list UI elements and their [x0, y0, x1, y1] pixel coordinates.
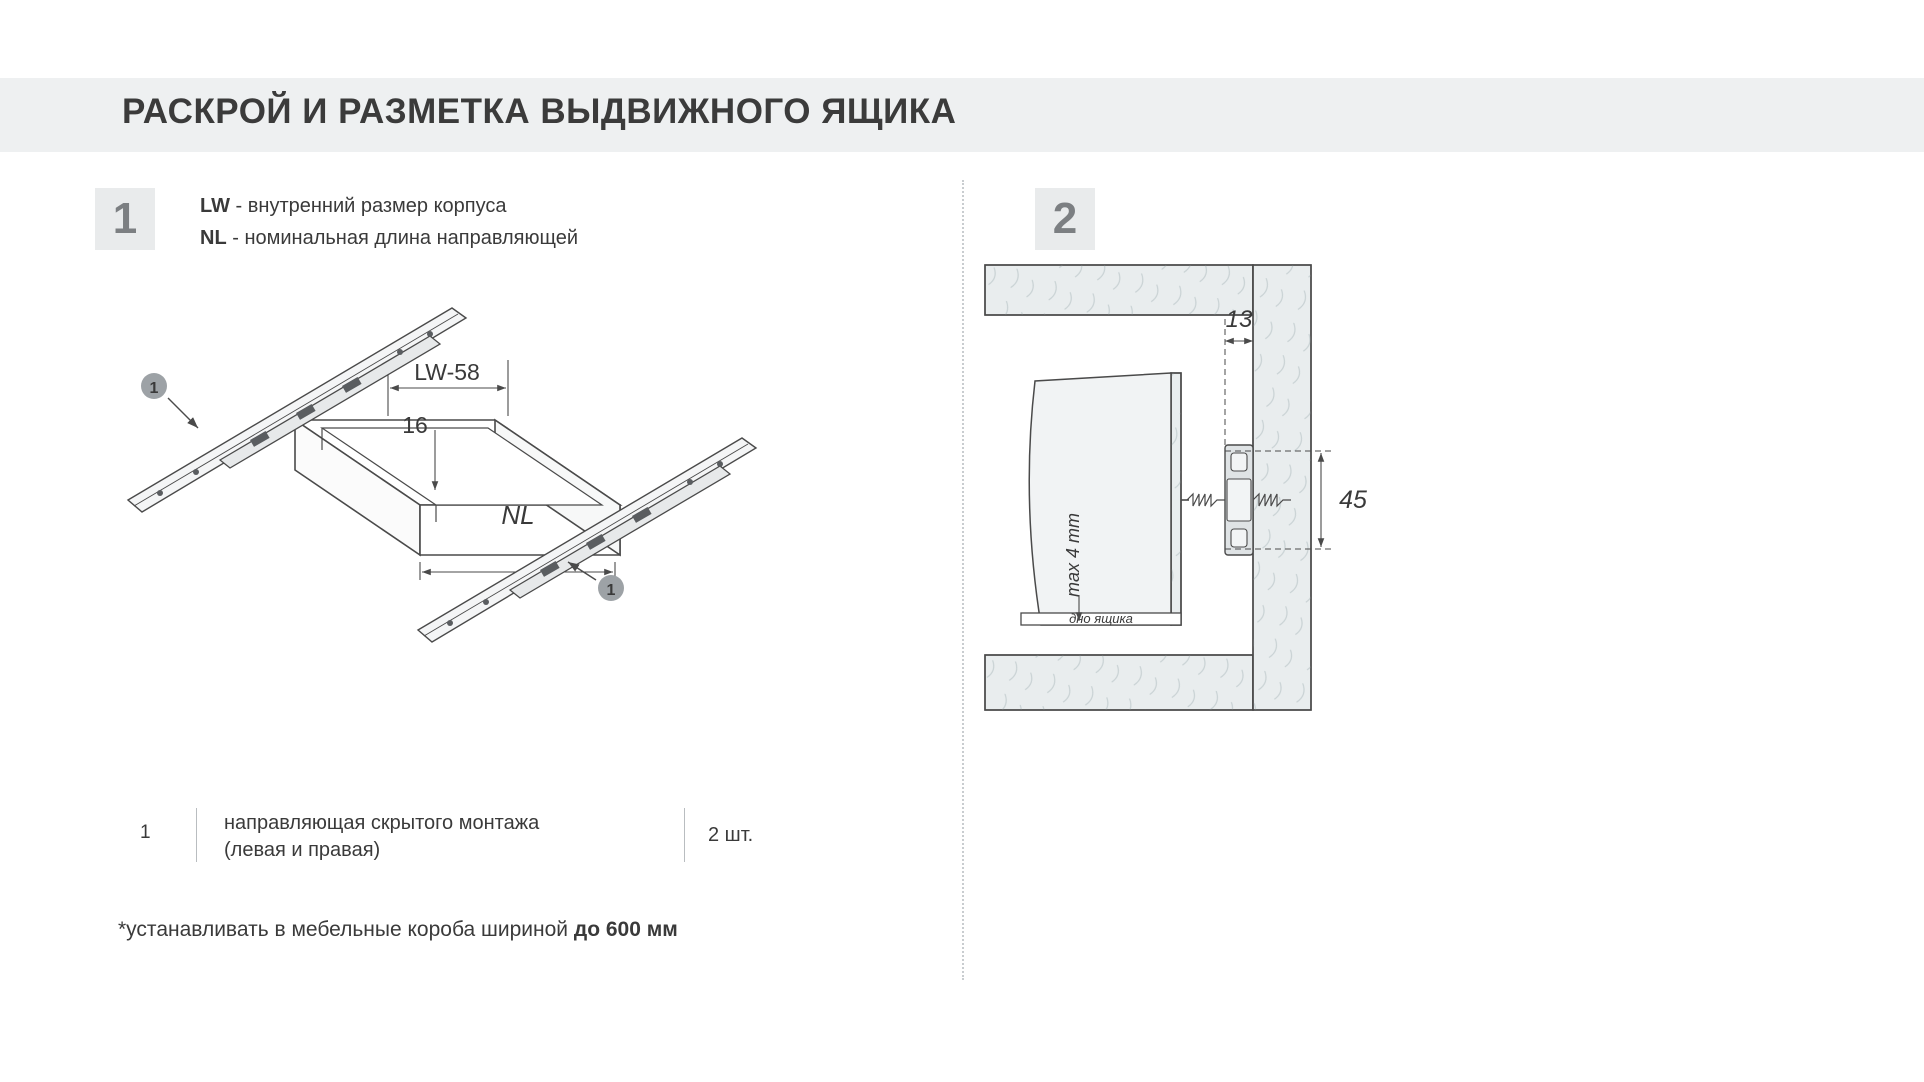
callout-1-right-label: 1	[606, 582, 616, 599]
parts-separator-right	[684, 808, 685, 862]
legend-line-lw	[200, 190, 578, 222]
callout-1-right	[568, 562, 624, 601]
footnote-prefix: *устанавливать в мебельные короба шириной	[118, 918, 574, 941]
figure-section-view	[975, 255, 1535, 725]
panel-divider	[962, 180, 964, 980]
parts-row-name-line2: (левая и правая)	[224, 839, 381, 861]
step-1-legend	[200, 190, 578, 254]
drawer-bottom-label: дно ящика	[1069, 611, 1133, 626]
dim-max4mm-label: max 4 mm	[1063, 512, 1083, 598]
dim-45-label: 45	[1339, 486, 1367, 514]
legend-line-nl	[200, 222, 578, 254]
figure-2-svg	[975, 255, 1535, 725]
page-title: РАСКРОЙ И РАЗМЕТКА ВЫДВИЖНОГО ЯЩИКА	[122, 92, 957, 131]
step-2-badge: 2	[1035, 188, 1095, 250]
legend-desc-nl: - номинальная длина направляющей	[226, 227, 579, 249]
footnote	[118, 918, 678, 942]
legend-desc-lw: - внутренний размер корпуса	[230, 195, 507, 217]
parts-separator-left	[196, 808, 197, 862]
dim-lw58-label: LW-58	[414, 359, 480, 385]
parts-row-qty: 2 шт.	[708, 824, 754, 846]
parts-row-number: 1	[140, 822, 151, 843]
figure-1-svg	[90, 300, 960, 800]
footnote-strong: до 600 мм	[573, 918, 678, 941]
step-1-badge: 1	[95, 188, 155, 250]
dim-13-label: 13	[1225, 306, 1253, 333]
dim-nl-label: NL	[501, 500, 535, 530]
parts-row-name	[224, 810, 539, 864]
figure-drawer-layout	[90, 300, 960, 800]
dim-16-label: 16	[402, 412, 428, 438]
legend-term-nl: NL	[200, 227, 227, 249]
callout-1-left	[141, 373, 198, 428]
legend-term-lw: LW	[200, 195, 230, 217]
parts-row-name-line1: направляющая скрытого монтажа	[224, 812, 540, 834]
callout-1-left-label: 1	[149, 380, 159, 397]
